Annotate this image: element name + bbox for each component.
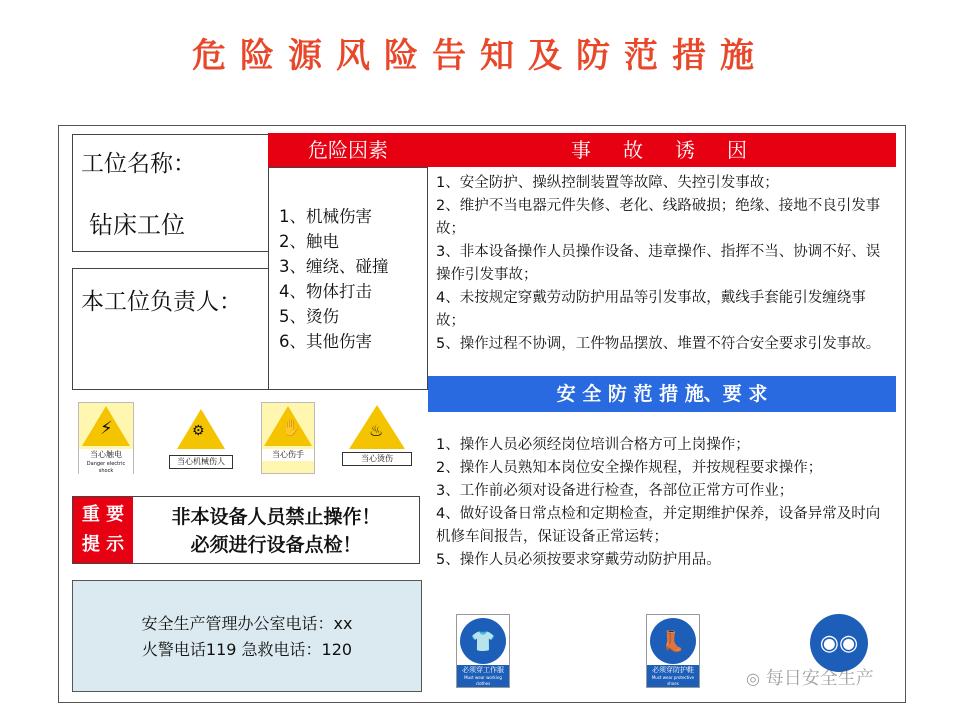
notice-tag-line: 提 示 [81,534,125,555]
contact-text [73,611,421,663]
electric-shock-icon: ⚡ [82,406,130,446]
cause-item: 1、安全防护、操纵控制装置等故障、失控引发事故； [436,175,779,191]
wechat-icon: ◎ [746,669,760,688]
causes-list [436,172,892,356]
burn-icon: ♨ [349,405,405,449]
important-notice [72,496,420,564]
station-name-label: 工位名称： [81,151,196,177]
measure-item: 2、操作人员熟知本岗位安全操作规程，并按规程要求操作； [436,460,823,476]
protective-goggles-icon: ◉◉ [819,630,859,656]
station-name-value: 钻床工位 [89,211,185,239]
measures-header: 安 全 防 范 措 施、要 求 [428,376,896,412]
ppe-sign-caption: 必须穿防护鞋 [647,665,699,675]
watermark-text: 每日安全生产 [765,668,874,689]
notice-line: 非本设备人员禁止操作！ [171,506,381,528]
hazard-item: 3、缠绕、碰撞 [279,257,389,276]
work-clothes-icon: 👕 [460,618,506,664]
measure-item: 4、做好设备日常点检和定期检查，并定期维护保养，设备异常及时向机修车间报告，保证设备正常运转； [436,506,881,545]
notice-line: 必须进行设备点检！ [190,534,362,556]
cause-item: 5、操作过程不协调，工件物品摆放、堆置不符合安全要求引发事故。 [436,336,881,352]
contact-box [72,580,422,692]
measure-item: 5、操作人员必须按要求穿戴劳动防护用品。 [436,552,721,568]
ppe-sign-caption: 必须穿工作服 [457,665,509,675]
hazard-item: 4、物体打击 [279,282,372,301]
warning-sign-subcaption: Danger electric shock [79,461,133,475]
office-phone: 安全生产管理办公室电话：xx [141,614,353,633]
warning-sign-hand [261,402,315,474]
hazard-item: 5、烫伤 [279,307,339,326]
cause-item: 4、未按规定穿戴劳动防护用品等引发事故，戴线手套能引发缠绕事故； [436,290,866,329]
warning-sign-caption: 当心伤手 [262,449,314,461]
station-owner-box [72,268,270,390]
station-name-box [72,134,270,252]
measure-item: 1、操作人员必须经岗位培训合格方可上岗操作； [436,437,750,453]
warning-sign-electric [78,402,134,474]
cause-item: 3、非本设备操作人员操作设备、违章操作、指挥不当、协调不好、误操作引发事故； [436,244,881,283]
hazard-list [279,204,389,354]
ppe-sign-shoes [646,614,700,688]
ppe-sign-clothes [456,614,510,688]
warning-sign-machine [170,406,232,476]
machine-injury-icon: ⚙ [177,409,225,449]
hazards-header: 危险因素 [268,133,428,167]
hazard-item: 6、其他伤害 [279,332,372,351]
notice-tag-line: 重 要 [81,504,125,525]
warning-sign-caption: 当心烫伤 [342,452,412,466]
hand-injury-icon: ✋ [264,406,312,446]
warning-sign-caption: 当心触电 [79,449,133,461]
notice-text [133,503,419,559]
warning-sign-caption: 当心机械伤人 [169,455,233,469]
hazards-box [268,167,428,390]
hazard-item: 1、机械伤害 [279,207,372,226]
hazard-item: 2、触电 [279,232,339,251]
notice-tag [73,497,133,563]
emergency-phones: 火警电话119 急救电话：120 [141,640,353,659]
causes-header: 事 故 诱 因 [428,133,896,167]
station-owner-label: 本工位负责人： [81,289,242,315]
measure-item: 3、工作前必须对设备进行检查，各部位正常方可作业； [436,483,794,499]
watermark [746,664,874,690]
cause-item: 2、维护不当电器元件失修、老化、线路破损；绝缘、接地不良引发事故； [436,198,881,237]
warning-sign-burn [343,402,411,474]
protective-shoes-icon: 👢 [650,618,696,664]
page-title: 危险源风险告知及防范措施 [192,36,768,76]
ppe-sign-subcaption: Must wear protective shoes [647,675,699,687]
ppe-sign-subcaption: Must wear working clothes [457,675,509,687]
measures-list [436,434,892,572]
